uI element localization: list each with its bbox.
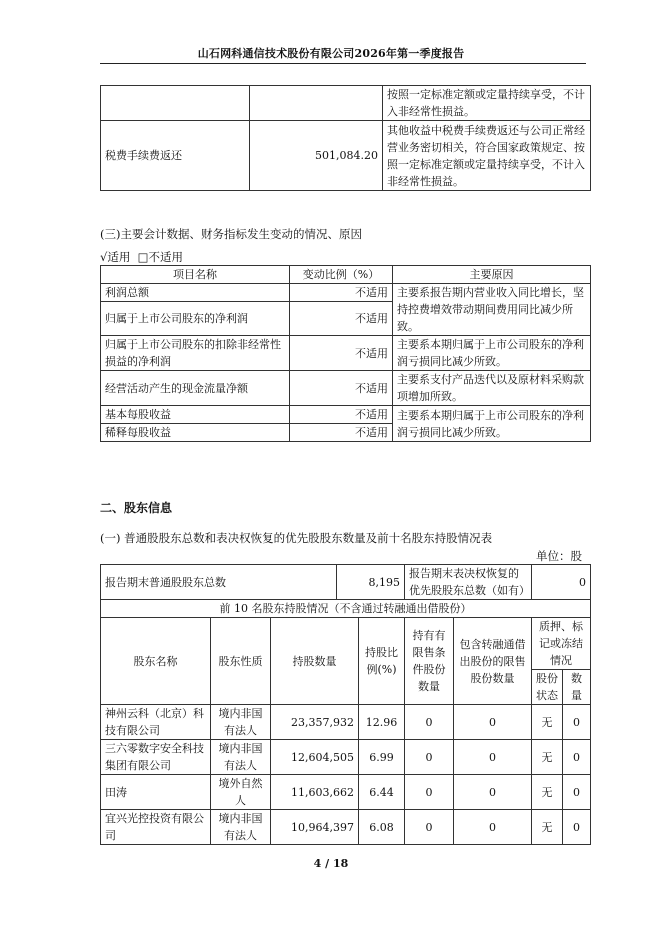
holder-qty: 23,357,932	[271, 705, 359, 740]
item-name-cell: 税费手续费返还	[101, 121, 250, 191]
item-name-cell: 经营活动产生的现金流量净额	[101, 371, 290, 406]
holder-name: 田涛	[101, 775, 211, 810]
not-applicable-label: □不适用	[137, 250, 184, 264]
col-header-pledge: 质押、标记或冻结情况	[532, 618, 591, 670]
item-ratio-cell: 不适用	[290, 424, 393, 442]
table-row	[101, 705, 591, 740]
table-header-row	[101, 266, 591, 284]
item-name-cell: 归属于上市公司股东的扣除非经常性损益的净利润	[101, 336, 290, 371]
holder-pledge-status: 无	[532, 740, 563, 775]
header-divider	[100, 63, 586, 64]
item-name-cell: 利润总额	[101, 284, 290, 302]
item-reason-cell: 主要系支付产品迭代以及原材料采购款项增加所致。	[393, 371, 591, 406]
item-name-cell: 基本每股收益	[101, 406, 290, 424]
top10-title: 前 10 名股东持股情况（不含通过转融通出借股份）	[101, 600, 591, 618]
holder-restricted: 0	[405, 775, 454, 810]
item-ratio-cell: 不适用	[290, 371, 393, 406]
total-holders-value: 8,195	[337, 565, 405, 600]
unit-label: 单位：股	[536, 549, 582, 563]
col-header-qty: 持股数量	[271, 618, 359, 705]
col-header-restricted: 持有有限售条件股份数量	[405, 618, 454, 705]
section3-title: (三)主要会计数据、财务指标发生变动的情况、原因	[100, 227, 362, 241]
holder-pledge-qty: 0	[563, 775, 591, 810]
item-amount-cell: 501,084.20	[250, 121, 383, 191]
pref-holders-value: 0	[532, 565, 591, 600]
item-reason-cell: 按照一定标准定额或定量持续享受，不计入非经常性损益。	[383, 86, 591, 121]
page-header-title: 山石网科通信技术股份有限公司2026年第一季度报告	[197, 47, 465, 60]
item-reason-cell: 主要系报告期内营业收入同比增长，坚持控费增效带动期间费用同比减少所致。	[393, 284, 591, 336]
table-row	[101, 775, 591, 810]
col-header-reason: 主要原因	[393, 266, 591, 284]
holder-ratio: 6.44	[359, 775, 405, 810]
applicable-label: √适用	[100, 250, 131, 264]
holder-pledge-status: 无	[532, 775, 563, 810]
holder-lending: 0	[454, 705, 532, 740]
table-row	[101, 284, 591, 302]
table-row	[101, 86, 591, 121]
holder-nature: 境外自然人	[211, 775, 271, 810]
holder-restricted: 0	[405, 705, 454, 740]
holder-lending: 0	[454, 740, 532, 775]
shareholders-subtitle: (一) 普通股股东总数和表决权恢复的优先股股东数量及前十名股东持股情况表	[100, 531, 493, 545]
holder-ratio: 6.08	[359, 810, 405, 845]
shareholders-section-title: 二、股东信息	[100, 501, 173, 515]
table-row	[101, 336, 591, 371]
holder-qty: 12,604,505	[271, 740, 359, 775]
holder-name: 宜兴光控投资有限公司	[101, 810, 211, 845]
holder-pledge-qty: 0	[563, 740, 591, 775]
item-ratio-cell: 不适用	[290, 302, 393, 336]
col-header-ratio: 持股比例(%)	[359, 618, 405, 705]
page-number: 4 / 18	[313, 857, 349, 870]
col-header-name: 股东名称	[101, 618, 211, 705]
holder-ratio: 12.96	[359, 705, 405, 740]
item-ratio-cell: 不适用	[290, 336, 393, 371]
holder-nature: 境内非国有法人	[211, 810, 271, 845]
holder-qty: 10,964,397	[271, 810, 359, 845]
holder-restricted: 0	[405, 740, 454, 775]
holder-pledge-qty: 0	[563, 705, 591, 740]
item-name-cell: 归属于上市公司股东的净利润	[101, 302, 290, 336]
table-row	[101, 565, 591, 600]
holder-nature: 境内非国有法人	[211, 740, 271, 775]
item-name-cell: 稀释每股收益	[101, 424, 290, 442]
pref-holders-label: 报告期末表决权恢复的优先股股东总数（如有）	[405, 565, 532, 600]
holder-qty: 11,603,662	[271, 775, 359, 810]
non-recurring-items-table	[100, 85, 591, 191]
shareholders-table	[100, 564, 591, 845]
holder-pledge-status: 无	[532, 810, 563, 845]
holder-nature: 境内非国有法人	[211, 705, 271, 740]
item-reason-cell: 主要系本期归属于上市公司股东的净利润亏损同比减少所致。	[393, 336, 591, 371]
applicable-checkbox	[100, 249, 183, 265]
table-row	[101, 810, 591, 845]
col-header-name: 项目名称	[101, 266, 290, 284]
table-row	[101, 740, 591, 775]
col-header-pledge-status: 股份状态	[532, 670, 563, 705]
col-header-lending: 包含转融通借出股份的限售股份数量	[454, 618, 532, 705]
holder-pledge-status: 无	[532, 705, 563, 740]
holder-name: 神州云科（北京）科技有限公司	[101, 705, 211, 740]
table-row	[101, 121, 591, 191]
table-row	[101, 406, 591, 424]
item-reason-cell: 其他收益中税费手续费返还与公司正常经营业务密切相关，符合国家政策规定、按照一定标准定额或定量持续享受，不计入非经常性损益。	[383, 121, 591, 191]
item-ratio-cell: 不适用	[290, 284, 393, 302]
item-amount-cell	[250, 86, 383, 121]
total-holders-label: 报告期末普通股股东总数	[101, 565, 337, 600]
table-row	[101, 600, 591, 618]
col-header-pledge-qty: 数量	[563, 670, 591, 705]
holder-lending: 0	[454, 810, 532, 845]
holder-name: 三六零数字安全科技集团有限公司	[101, 740, 211, 775]
changes-table	[100, 265, 591, 442]
col-header-nature: 股东性质	[211, 618, 271, 705]
item-ratio-cell: 不适用	[290, 406, 393, 424]
holder-pledge-qty: 0	[563, 810, 591, 845]
table-header-row	[101, 618, 591, 670]
item-name-cell	[101, 86, 250, 121]
col-header-ratio: 变动比例（%）	[290, 266, 393, 284]
holder-ratio: 6.99	[359, 740, 405, 775]
table-row	[101, 371, 591, 406]
holder-restricted: 0	[405, 810, 454, 845]
holder-lending: 0	[454, 775, 532, 810]
item-reason-cell: 主要系本期归属于上市公司股东的净利润亏损同比减少所致。	[393, 406, 591, 442]
